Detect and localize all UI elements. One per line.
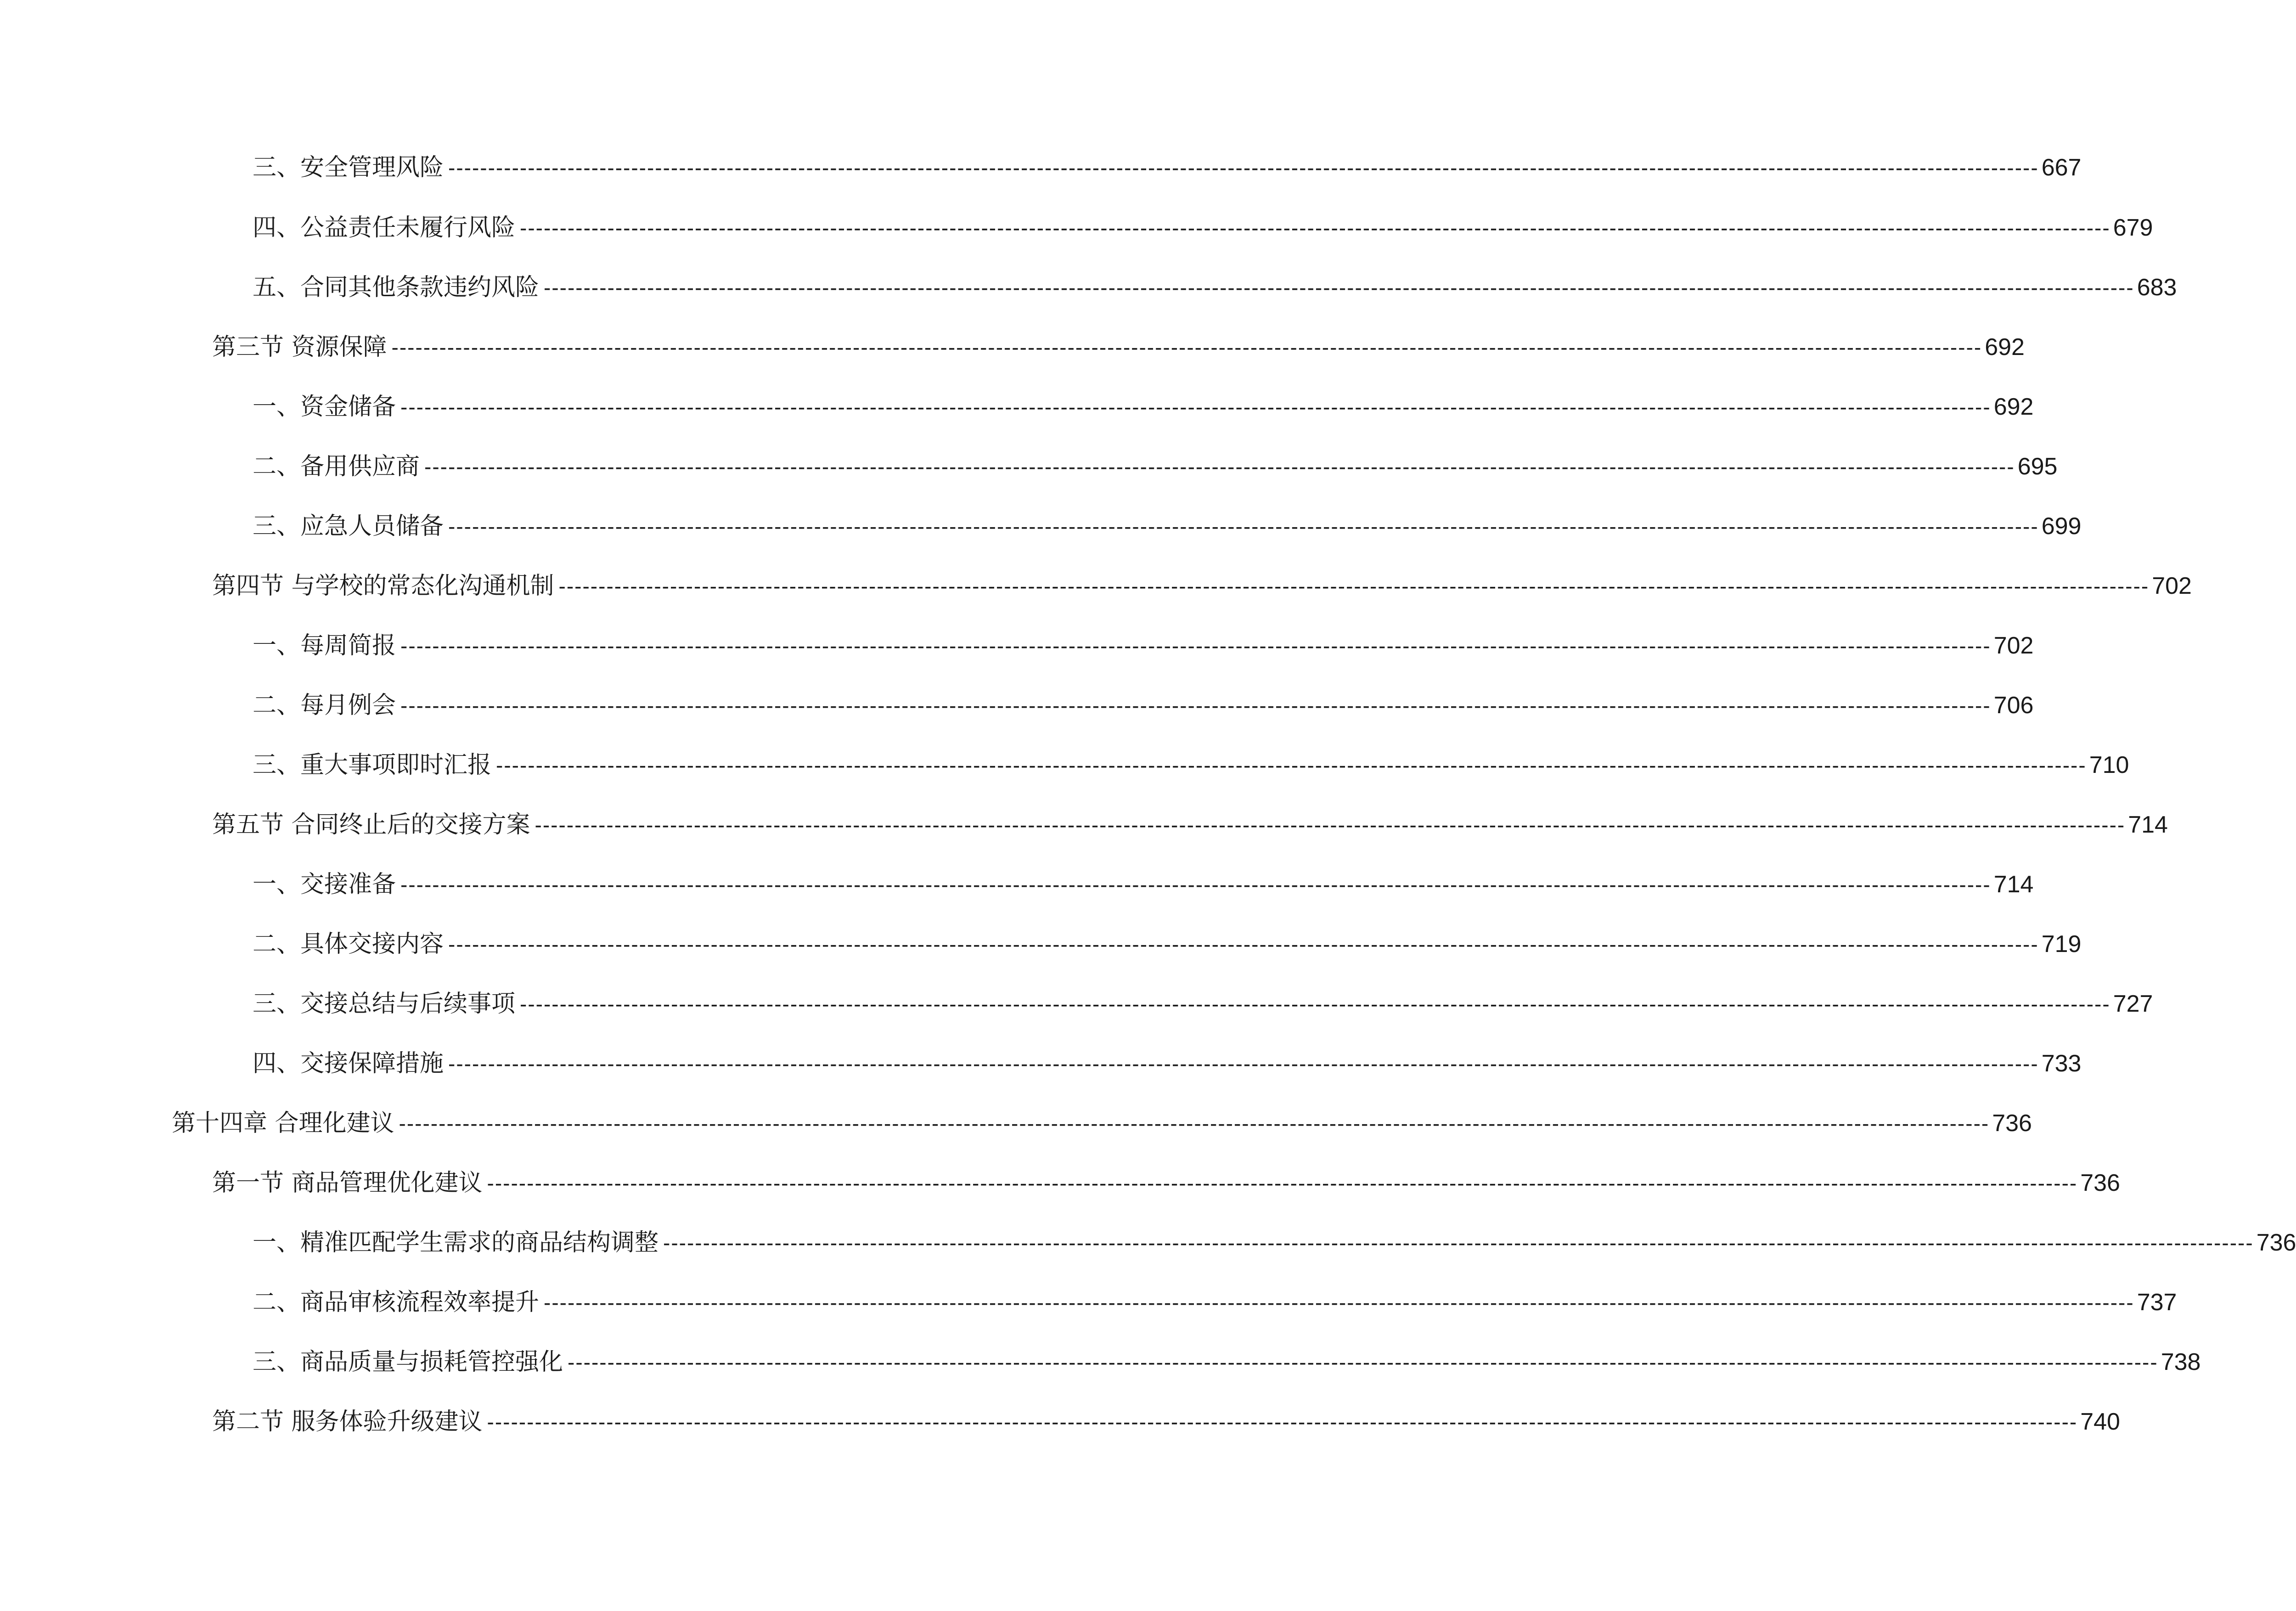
toc-page-number: 710 <box>2089 752 2129 778</box>
toc-page-number: 702 <box>1993 632 2034 659</box>
toc-page-number: 733 <box>2041 1050 2082 1077</box>
toc-entry-label: 四、交接保障措施 <box>253 1050 444 1077</box>
toc-entry[interactable] <box>212 1401 2120 1442</box>
toc-page-number: 695 <box>2017 453 2058 480</box>
toc-leader: -------------------------------------------------------------------------------------------------------------------------------------------------------------------------------------------------------- <box>535 813 2126 837</box>
toc-leader: -------------------------------------------------------------------------------------------------------------------------------------------------------------------------------------------------------- <box>663 1231 2254 1255</box>
toc-entry-label: 一、精准匹配学生需求的商品结构调整 <box>253 1229 659 1256</box>
toc-leader: -------------------------------------------------------------------------------------------------------------------------------------------------------------------------------------------------------- <box>424 455 2015 479</box>
toc-entry[interactable] <box>253 864 2034 905</box>
toc-entry[interactable] <box>253 386 2034 428</box>
toc-entry-label: 四、公益责任未履行风险 <box>253 214 516 242</box>
toc-entry-label: 第二节 服务体验升级建议 <box>212 1408 483 1436</box>
toc-entry-label: 二、每月例会 <box>253 692 396 719</box>
toc-leader: -------------------------------------------------------------------------------------------------------------------------------------------------------------------------------------------------------- <box>520 216 2110 240</box>
toc-entry[interactable] <box>253 1282 2177 1323</box>
toc-leader: -------------------------------------------------------------------------------------------------------------------------------------------------------------------------------------------------------- <box>496 753 2087 777</box>
toc-leader: -------------------------------------------------------------------------------------------------------------------------------------------------------------------------------------------------------- <box>448 1052 2039 1076</box>
toc-entry[interactable] <box>253 1222 2296 1263</box>
toc-page-number: 736 <box>2256 1229 2296 1256</box>
toc-entry-label: 第四节 与学校的常态化沟通机制 <box>212 572 554 600</box>
toc-leader: -------------------------------------------------------------------------------------------------------------------------------------------------------------------------------------------------------- <box>391 335 1982 359</box>
toc-entry-label: 三、应急人员储备 <box>253 513 444 540</box>
toc-entry-label: 三、安全管理风险 <box>253 154 444 181</box>
toc-entry[interactable] <box>212 804 2168 845</box>
toc-entry[interactable] <box>253 685 2034 726</box>
toc-entry-label: 二、商品审核流程效率提升 <box>253 1289 540 1316</box>
toc-entry[interactable] <box>253 924 2082 965</box>
toc-leader: -------------------------------------------------------------------------------------------------------------------------------------------------------------------------------------------------------- <box>487 1171 2078 1195</box>
toc-entry-label: 一、每周简报 <box>253 632 396 659</box>
toc-entry[interactable] <box>253 983 2153 1025</box>
toc-leader: -------------------------------------------------------------------------------------------------------------------------------------------------------------------------------------------------------- <box>544 276 2134 299</box>
toc-leader: -------------------------------------------------------------------------------------------------------------------------------------------------------------------------------------------------------- <box>399 1111 1990 1135</box>
toc-entry[interactable] <box>212 327 2025 368</box>
toc-leader: -------------------------------------------------------------------------------------------------------------------------------------------------------------------------------------------------------- <box>400 634 1991 658</box>
toc-leader: -------------------------------------------------------------------------------------------------------------------------------------------------------------------------------------------------------- <box>448 514 2039 538</box>
toc-entry[interactable] <box>253 207 2153 248</box>
toc-entry[interactable] <box>253 1043 2082 1084</box>
toc-leader: -------------------------------------------------------------------------------------------------------------------------------------------------------------------------------------------------------- <box>400 873 1991 896</box>
toc-page-number: 706 <box>1993 692 2034 719</box>
toc-page-number: 714 <box>1993 871 2034 898</box>
toc-entry-label: 第五节 合同终止后的交接方案 <box>212 811 530 839</box>
toc-entry[interactable] <box>253 446 2058 487</box>
toc-entry[interactable] <box>212 1162 2120 1204</box>
toc-leader: -------------------------------------------------------------------------------------------------------------------------------------------------------------------------------------------------------- <box>400 693 1991 717</box>
toc-page-number: 738 <box>2161 1349 2201 1375</box>
toc-page-number: 683 <box>2137 274 2177 301</box>
toc-entry-label: 第十四章 合理化建议 <box>172 1110 394 1137</box>
toc-page-number: 719 <box>2041 931 2082 958</box>
toc-page-number: 714 <box>2128 811 2168 838</box>
toc-page-number: 667 <box>2041 154 2082 181</box>
toc-entry[interactable] <box>172 1103 2032 1144</box>
toc-entry-label: 三、商品质量与损耗管控强化 <box>253 1348 563 1376</box>
toc-entry-label: 三、交接总结与后续事项 <box>253 990 516 1018</box>
toc-page-number: 736 <box>1992 1110 2032 1137</box>
toc-page-number: 727 <box>2113 991 2153 1017</box>
toc-entry-label: 二、备用供应商 <box>253 453 420 480</box>
toc-entry[interactable] <box>212 565 2192 607</box>
toc-page-number: 699 <box>2041 513 2082 540</box>
toc-leader: -------------------------------------------------------------------------------------------------------------------------------------------------------------------------------------------------------- <box>400 395 1991 419</box>
toc-page-number: 740 <box>2080 1408 2120 1435</box>
toc-entry[interactable] <box>253 1341 2201 1383</box>
toc-page-number: 737 <box>2137 1289 2177 1316</box>
toc-page-number: 736 <box>2080 1170 2120 1196</box>
toc-leader: -------------------------------------------------------------------------------------------------------------------------------------------------------------------------------------------------------- <box>448 156 2039 180</box>
toc-entry[interactable] <box>253 506 2082 547</box>
toc-leader: -------------------------------------------------------------------------------------------------------------------------------------------------------------------------------------------------------- <box>568 1350 2158 1374</box>
toc-leader: -------------------------------------------------------------------------------------------------------------------------------------------------------------------------------------------------------- <box>558 574 2150 598</box>
toc-entry-label: 二、具体交接内容 <box>253 930 444 958</box>
toc-leader: -------------------------------------------------------------------------------------------------------------------------------------------------------------------------------------------------------- <box>520 992 2110 1016</box>
toc-entry-label: 第三节 资源保障 <box>212 333 387 361</box>
toc-page-number: 702 <box>2152 573 2192 599</box>
toc-page-number: 692 <box>1985 334 2025 361</box>
toc-leader: -------------------------------------------------------------------------------------------------------------------------------------------------------------------------------------------------------- <box>448 932 2039 956</box>
toc-entry[interactable] <box>253 744 2129 786</box>
toc-entry-label: 五、合同其他条款违约风险 <box>253 274 540 301</box>
toc-entry[interactable] <box>253 147 2082 188</box>
toc-leader: -------------------------------------------------------------------------------------------------------------------------------------------------------------------------------------------------------- <box>487 1410 2078 1434</box>
toc-entry-label: 三、重大事项即时汇报 <box>253 751 492 779</box>
toc-page-number: 692 <box>1993 394 2034 420</box>
toc-entry-label: 一、交接准备 <box>253 871 396 898</box>
toc-entry-label: 第一节 商品管理优化建议 <box>212 1169 483 1197</box>
toc-page-number: 679 <box>2113 214 2153 241</box>
toc-entry[interactable] <box>253 267 2177 308</box>
toc-entry[interactable] <box>253 625 2034 666</box>
toc-entry-label: 一、资金储备 <box>253 393 396 421</box>
toc-leader: -------------------------------------------------------------------------------------------------------------------------------------------------------------------------------------------------------- <box>544 1290 2134 1314</box>
